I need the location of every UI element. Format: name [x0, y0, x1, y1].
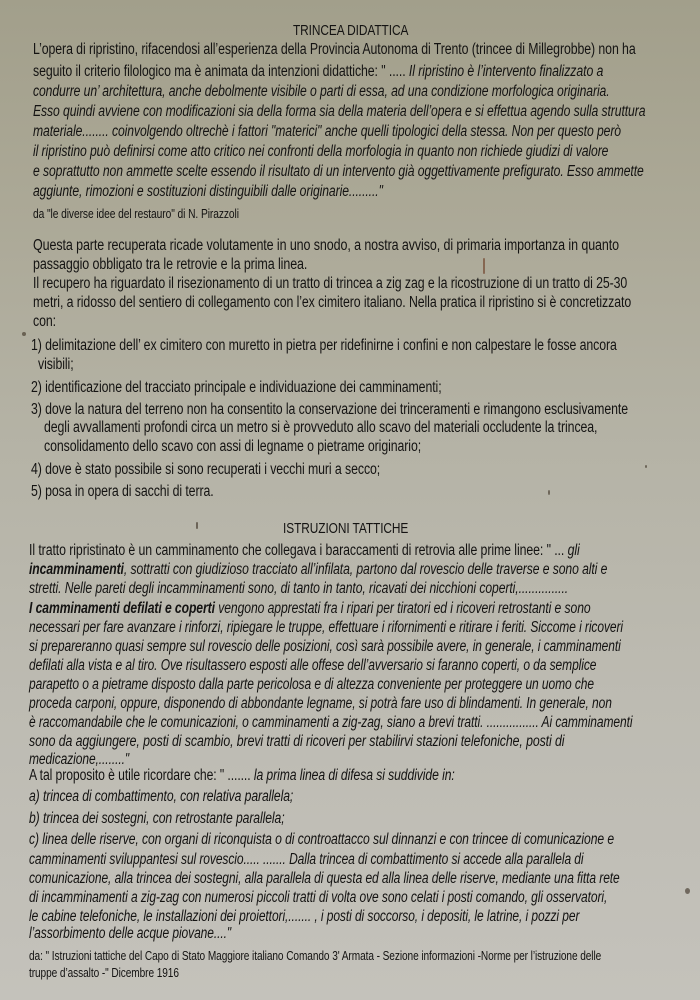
paragraph-line: metri, a ridosso del sentiero di collegamento con l’ex cimitero italiano. Nella pratica il ripristino si è concretizzato	[33, 294, 632, 311]
emphasis-term: incamminamenti	[29, 561, 124, 578]
list-item-5: 5) posa in opera di sacchi di terra.	[31, 483, 214, 500]
stain-speck	[548, 490, 550, 495]
text-run: A tal proposito è utile ricordare che: " .......	[29, 767, 254, 784]
list-item-3-cont: degli avvallamenti profondi circa un metro si è provveduto allo scavo del materiali occludente la trincea,	[44, 419, 598, 436]
list-item-2: 2) identificazione del tracciato principale e individuazione dei camminamenti;	[31, 379, 442, 396]
text-run: , sottratti con giudizioso tracciato all’infilata, partono dal rovescio delle traverse e sono alti e	[123, 561, 608, 578]
list-item-c-cont: di incamminamenti a zig-zag con numerosi piccoli tratti di volta ove sono celati i posti comando, gli osservatori,	[29, 889, 608, 906]
paragraph-line: passaggio obbligato tra le retrovie e la prima linea.	[33, 256, 308, 273]
stain-mark	[483, 258, 485, 274]
list-item-4: 4) dove è stato possibile si sono recuperati i vecchi muri a secco;	[31, 461, 381, 478]
list-item-c-cont: l’assorbimento delle acque piovane...."	[29, 925, 232, 942]
list-item-c: c) linea delle riserve, con organi di riconquista o di controattacco sul dinnanzi e con trincee di comunicazione e	[29, 831, 615, 848]
citation: da "le diverse idee del restauro" di N. Pirazzoli	[33, 206, 239, 221]
quoted-text: la prima linea di difesa si suddivide in:	[253, 767, 455, 784]
quoted-line: proceda carponi, oppure, disponendo di abbondante legname, si potrà fare uso di blindamenti. In generale, non	[29, 695, 612, 712]
list-item-3: 3) dove la natura del terreno non ha consentito la conservazione dei trinceramenti e rimangono esclusivamente	[31, 401, 628, 418]
quoted-line: materiale........ coinvolgendo oltrechè i fattori "materici" anche quelli tipologici della stessa. Non per questo però	[33, 123, 621, 140]
text-run: Il tratto ripristinato è un camminamento che collegava i baraccamenti di retrovia alle prime linee: " ...	[29, 542, 568, 559]
list-item-b: b) trincea dei sostegni, con retrostante parallela;	[29, 810, 285, 827]
text-run: vengono apprestati fra i ripari per tiratori ed i ricoveri retrostanti e sono	[214, 600, 591, 617]
paragraph-line: Il recupero ha riguardato il risezionamento di un tratto di trincea a zig zag e la ricostruzione di un tratto di 25-30	[33, 275, 628, 292]
list-item-3-cont: consolidamento dello scavo con assi di legname o pietrame originario;	[44, 438, 422, 455]
quoted-line	[29, 562, 607, 578]
quoted-line: e soprattutto non ammette scelte essendo il risultato di un intervento già oggettivamente prefigurato. Esso ammette	[33, 163, 644, 180]
quoted-line: il ripristino può definirsi come atto critico nei confronti della morfologia in quanto non richiede giudizi di valore	[33, 143, 609, 160]
stain-mark	[196, 522, 198, 529]
list-item-1: 1) delimitazione dell’ ex cimitero con muretto in pietra per ridefinirne i confini e non calpestare le fosse ancora	[31, 337, 617, 354]
stain-speck	[22, 332, 26, 336]
stain-speck	[645, 465, 647, 468]
quoted-line: aggiunte, rimozioni e sostituzioni distinguibili dalle originarie........."	[33, 183, 383, 200]
quoted-line: condurre un’ architettura, anche debolmente visibile o parti di essa, ad una condizione morfologica originaria.	[33, 83, 610, 100]
section-title-trincea-didattica: TRINCEA DIDATTICA	[293, 23, 409, 39]
list-item-c-cont: le cabine telefoniche, le installazioni dei proiettori,....... , i posti di soccorso, i depositi, le latrine, i pozzi per	[29, 908, 580, 925]
quoted-line: si prepareranno quasi sempre sul rovescio delle posizioni, così sarà possibile avere, in generale, i camminamenti	[29, 638, 621, 655]
list-item-c-cont: camminamenti sviluppantesi sul rovescio..... ....... Dalla trincea di combattimento si accede alla parallela di	[29, 851, 584, 868]
paragraph-line: con:	[33, 313, 56, 330]
quoted-line: defilati alla vista e al tiro. Ove risultassero esposti alle offese dell’avversario si faranno coperti, o da semplice	[29, 657, 597, 674]
quoted-line	[29, 601, 591, 617]
list-item-a: a) trincea di combattimento, con relativa parallela;	[29, 788, 294, 805]
emphasis-term: I camminamenti defilati e coperti	[29, 600, 215, 617]
paragraph-line: L’opera di ripristino, rifacendosi all’esperienza della Provincia Autonoma di Trento (trincee di Millegrobbe) non ha	[33, 41, 636, 58]
source-citation: truppe d’assalto -" Dicembre 1916	[29, 965, 179, 980]
paragraph-line	[33, 64, 603, 80]
quoted-line: sono da aggiungere, posti di scambio, brevi tratti di ricoveri per stabilirvi stazioni telefoniche, posti di	[29, 733, 565, 750]
quoted-line: Esso quindi avviene con modificazioni sia della forma sia della materia dell’opera e si effettua agendo sulla struttura	[33, 103, 646, 120]
quoted-text: Il ripristino è l’intervento finalizzato a	[408, 63, 604, 80]
quoted-line: è raccomandabile che le comunicazioni, o camminamenti a zig-zag, siano a brevi tratti. ................ Ai camminamenti	[29, 714, 633, 731]
quoted-line: medicazione,........"	[29, 751, 130, 768]
paragraph-line	[29, 768, 455, 784]
quoted-text: gli	[567, 542, 580, 559]
list-item-c-cont: comunicazione, alla trincea dei sostegni, alla parallela di questa ed alla linea delle riserve, mediante una fitta rete	[29, 870, 620, 887]
quoted-line: parapetto o a pietrame disposto dalla parte pericolosa e di altezza conveniente per proteggere un uomo che	[29, 676, 595, 693]
paragraph-line	[29, 543, 580, 559]
text-run: seguito il criterio filologico ma è animata da intenzioni didattiche: " .....	[33, 63, 409, 80]
stain-speck	[685, 888, 690, 894]
section-title-istruzioni-tattiche: ISTRUZIONI TATTICHE	[283, 521, 409, 537]
paragraph-line: Questa parte recuperata ricade volutamente in uno snodo, a nostra avviso, di primaria importanza in quanto	[33, 237, 619, 254]
source-citation: da: " Istruzioni tattiche del Capo di Stato Maggiore italiano Comando 3' Armata - Sezione informazioni -Norme per l’istruzione delle	[29, 948, 602, 963]
quoted-line: necessari per fare avanzare i rinforzi, ripiegare le truppe, effettuare i rifornimenti e ritirare i feriti. Siccome i ricoveri	[29, 619, 623, 636]
list-item-1-cont: visibili;	[38, 356, 74, 373]
quoted-line: stretti. Nelle pareti degli incamminamenti sono, di tanto in tanto, ricavati dei nicchioni coperti,...............	[29, 580, 569, 597]
